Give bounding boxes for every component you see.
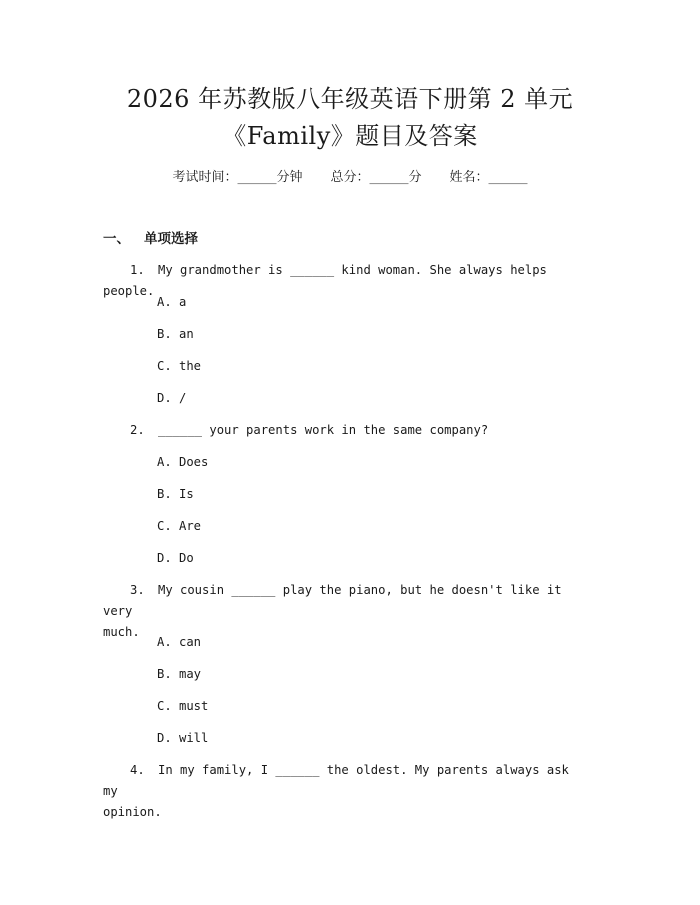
- section-title: 单项选择: [144, 231, 198, 247]
- exam-name-field: 姓名：______: [449, 170, 528, 185]
- question-number: 1.: [130, 263, 145, 277]
- question-text-line-2: much.: [103, 625, 140, 639]
- question-text-line-2: opinion.: [103, 805, 162, 819]
- document-title-line-2: 《Family》题目及答案: [222, 122, 478, 150]
- question-3-option-a: A. can: [157, 635, 202, 649]
- document-title-line-1: 2026 年苏教版八年级英语下册第 2 单元: [126, 85, 574, 113]
- question-1-option-c: C. the: [157, 359, 202, 373]
- question-2-option-a: A. Does: [157, 455, 209, 469]
- exam-meta: [0, 168, 700, 188]
- section-number: 一、: [103, 231, 130, 247]
- exam-time-field: 考试时间：______分钟: [172, 170, 303, 185]
- question-text-line-1: In my family, I ______ the oldest. My parents always ask my: [103, 763, 569, 798]
- question-3-option-d: D. will: [157, 731, 209, 745]
- question-1-option-a: A. a: [157, 295, 187, 309]
- question-number: 3.: [130, 583, 145, 597]
- question-2-option-d: D. Do: [157, 551, 194, 565]
- question-3-option-c: C. must: [157, 699, 209, 713]
- question-text: ______ your parents work in the same company?: [158, 423, 489, 437]
- question-2: [103, 420, 583, 441]
- exam-score-field: 总分：______分: [330, 170, 422, 185]
- question-text-line-1: My cousin ______ play the piano, but he doesn't like it very: [103, 583, 562, 618]
- question-1-option-d: D. /: [157, 391, 187, 405]
- question-4: [103, 760, 583, 823]
- question-2-option-c: C. Are: [157, 519, 202, 533]
- section-heading: [103, 229, 198, 249]
- question-3-option-b: B. may: [157, 667, 202, 681]
- question-1-option-b: B. an: [157, 327, 194, 341]
- question-text: My grandmother is ______ kind woman. She always helps people.: [103, 263, 547, 298]
- question-number: 2.: [130, 423, 145, 437]
- question-number: 4.: [130, 763, 145, 777]
- question-2-option-b: B. Is: [157, 487, 194, 501]
